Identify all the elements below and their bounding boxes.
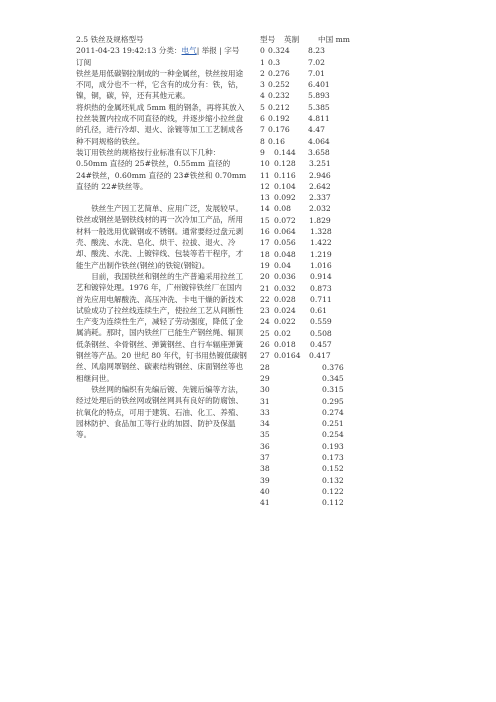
- mm-value: 4.064: [308, 136, 330, 146]
- article-body-part-1: [76, 68, 248, 192]
- gauge-number: 3: [260, 80, 265, 90]
- category-link[interactable]: 电气: [181, 46, 197, 56]
- imperial-value: 0.022: [274, 317, 296, 327]
- table-row: [256, 57, 366, 68]
- table-row: [256, 316, 366, 327]
- gauge-number: 34: [260, 419, 270, 429]
- mm-value: 0.132: [322, 475, 344, 485]
- gauge-number: 41: [260, 498, 270, 508]
- mm-value: 0.457: [310, 340, 332, 350]
- mm-value: 6.401: [308, 80, 330, 90]
- gauge-number: 25: [260, 328, 270, 338]
- imperial-value: 0.072: [274, 215, 296, 225]
- imperial-value: 0.16: [268, 136, 285, 146]
- gauge-table: [256, 34, 366, 508]
- table-row: [256, 486, 366, 497]
- mm-value: 2.642: [309, 181, 331, 191]
- mm-value: 0.152: [322, 464, 344, 474]
- category-prefix: 分类：: [158, 46, 182, 56]
- gauge-number: 0: [260, 46, 265, 56]
- table-row: [256, 237, 366, 248]
- mm-value: 2.337: [309, 193, 331, 203]
- gauge-number: 10: [260, 159, 270, 169]
- table-row: [256, 102, 366, 113]
- table-row: [256, 373, 366, 384]
- table-row: [256, 113, 366, 124]
- gauge-table-rows: [256, 45, 366, 508]
- table-row: [256, 429, 366, 440]
- mm-value: 0.61: [310, 306, 327, 316]
- imperial-value: 0.028: [274, 294, 296, 304]
- article-body-part-2: [76, 203, 248, 440]
- mm-value: 0.173: [322, 452, 344, 462]
- table-row: [256, 124, 366, 135]
- gauge-number: 26: [260, 340, 270, 350]
- table-row: [256, 90, 366, 101]
- gauge-number: 12: [260, 181, 270, 191]
- mm-value: 2.946: [309, 170, 331, 180]
- table-row: [256, 339, 366, 350]
- gauge-number: 23: [260, 306, 270, 316]
- mm-value: 0.508: [310, 328, 332, 338]
- mm-value: 1.016: [310, 260, 332, 270]
- gauge-number: 11: [260, 170, 270, 180]
- article-paragraph: 铁丝网的编织有先编后镀、先镀后编等方法，经过处理后的铁丝网或钢丝网具有良好的防腐蚀、抗氧化的特点，可用于建筑、石油、化工、养殖、园林防护、食品加工等行业的加固、防护及保温等。: [76, 384, 244, 440]
- gauge-number: 7: [260, 125, 265, 135]
- mm-value: 0.345: [322, 373, 344, 383]
- gauge-number: 22: [260, 294, 270, 304]
- table-row: [256, 407, 366, 418]
- imperial-value: 0.276: [268, 68, 290, 78]
- paragraph-gap: [76, 192, 248, 203]
- table-row: [256, 45, 366, 56]
- imperial-value: 0.024: [274, 306, 296, 316]
- mm-value: 1.422: [310, 238, 332, 248]
- article-meta: [76, 45, 248, 68]
- gauge-number: 13: [260, 193, 270, 203]
- mm-value: 7.02: [308, 57, 325, 67]
- gauge-number: 1: [260, 57, 265, 67]
- table-row: [256, 215, 366, 226]
- gauge-number: 6: [260, 114, 265, 124]
- imperial-value: 0.212: [268, 102, 290, 112]
- gauge-number: 40: [260, 486, 270, 496]
- gauge-number: 17: [260, 238, 270, 248]
- imperial-value: 0.036: [274, 272, 296, 282]
- mm-value: 4.47: [308, 125, 325, 135]
- table-row: [256, 147, 366, 158]
- mm-value: 0.559: [310, 317, 332, 327]
- mm-value: 0.376: [322, 362, 344, 372]
- header-gauge: 型号: [260, 35, 276, 44]
- gauge-number: 5: [260, 102, 265, 112]
- gauge-number: 30: [260, 385, 270, 395]
- table-row: [256, 203, 366, 214]
- table-row: [256, 158, 366, 169]
- imperial-value: 0.02: [274, 328, 291, 338]
- mm-value: 0.711: [310, 294, 332, 304]
- article-paragraph: 装订用铁丝的规格按行业标准有以下几种：0.50mm 直径的 25#铁丝，0.55mm 直径的 24#铁丝，0.60mm 直径的 23#铁丝和 0.70mm 直径的 22#铁丝等。: [76, 147, 247, 191]
- gauge-table-header: [256, 34, 366, 45]
- post-date: 2011-04-23 19:42:13: [76, 46, 157, 56]
- imperial-value: 0.048: [274, 249, 296, 259]
- imperial-value: 0.192: [268, 114, 290, 124]
- gauge-number: 9: [260, 147, 265, 157]
- table-row: [256, 283, 366, 294]
- table-row: [256, 497, 366, 508]
- mm-value: 7.01: [308, 68, 325, 78]
- mm-value: 0.873: [310, 283, 332, 293]
- gauge-number: 16: [260, 227, 270, 237]
- mm-value: 0.274: [322, 407, 344, 417]
- gauge-number: 36: [260, 441, 270, 451]
- mm-value: 5.385: [308, 102, 330, 112]
- table-row: [256, 350, 366, 361]
- imperial-value: 0.032: [274, 283, 296, 293]
- mm-value: 0.295: [322, 396, 344, 406]
- mm-value: 5.893: [308, 91, 330, 101]
- imperial-value: 0.3: [268, 57, 281, 67]
- mm-value: 0.122: [322, 486, 344, 496]
- table-row: [256, 294, 366, 305]
- mm-value: 0.193: [322, 441, 344, 451]
- mm-value: 0.112: [322, 498, 344, 508]
- table-row: [256, 271, 366, 282]
- table-row: [256, 226, 366, 237]
- mm-value: 1.328: [310, 227, 332, 237]
- imperial-value: 0.144: [274, 147, 296, 157]
- gauge-number: 18: [260, 249, 270, 259]
- gauge-number: 2: [260, 68, 265, 78]
- article-paragraph: 铁丝是用低碳钢拉制成的一种金属丝，铁丝按用途不同，成分也不一样，它含有的成分有：铁，钴，镍，铜，碳，锌，还有其他元素。: [76, 68, 244, 101]
- article-title: 2.5 铁丝及规格型号: [76, 35, 144, 44]
- imperial-value: 0.116: [274, 170, 296, 180]
- gauge-number: 19: [260, 260, 270, 270]
- mm-value: 0.315: [322, 385, 344, 395]
- table-row: [256, 441, 366, 452]
- table-row: [256, 396, 366, 407]
- mm-value: 0.254: [322, 430, 344, 440]
- article-paragraph: 铁丝生产因工艺简单、应用广泛，发展较早。铁丝或钢丝是钢铁线材的再一次冷加工产品，所用材料一般选用优碳钢或不锈钢。通常要经过盘元剥壳、酸洗、水洗、皂化、烘干、拉拔、退火、冷却、酸洗、水洗、上镀锌线、包装等若干程序，才能生产出制作铁丝(钢丝)的铁锭(钢锭)。: [76, 204, 244, 270]
- table-row: [256, 68, 366, 79]
- mm-value: 0.251: [322, 419, 344, 429]
- table-row: [256, 79, 366, 90]
- table-row: [256, 305, 366, 316]
- gauge-number: 24: [260, 317, 270, 327]
- gauge-number: 15: [260, 215, 270, 225]
- table-row: [256, 328, 366, 339]
- table-row: [256, 170, 366, 181]
- imperial-value: 0.04: [274, 260, 291, 270]
- mm-value: 2.032: [309, 204, 331, 214]
- gauge-number: 20: [260, 272, 270, 282]
- gauge-number: 27: [260, 351, 270, 361]
- table-row: [256, 192, 366, 203]
- gauge-number: 35: [260, 430, 270, 440]
- table-row: [256, 249, 366, 260]
- table-row: [256, 362, 366, 373]
- mm-value: 4.811: [308, 114, 330, 124]
- article-paragraph: 目前，我国铁丝和钢丝的生产普遍采用拉丝工艺和镀锌处理。1976 年，广州镀锌铁丝厂在国内首先应用电解酸洗、高压冲洗、卡电干燥的新技术试验成功了拉丝线连续生产，使拉丝工艺从间断性生产变为连续性生产，减轻了劳动强度，降低了金属消耗。那时，国内铁丝厂已能生产钢丝绳、辐顶低条钢丝、伞骨钢丝、弹簧钢丝、自行车辐座弹簧钢丝等产品。20 世纪 80 年代，钉书用热镀低碳钢丝、风扇网罩钢丝、碳素结构钢丝、床面钢丝等也相继问世。: [76, 271, 247, 383]
- imperial-value: 0.056: [274, 238, 296, 248]
- gauge-number: 38: [260, 464, 270, 474]
- mm-value: 0.914: [310, 272, 332, 282]
- table-row: [256, 181, 366, 192]
- imperial-value: 0.104: [274, 181, 296, 191]
- gauge-number: 39: [260, 475, 270, 485]
- imperial-value: 0.0164: [274, 351, 301, 361]
- imperial-value: 0.08: [274, 204, 291, 214]
- table-row: [256, 260, 366, 271]
- imperial-value: 0.018: [274, 340, 296, 350]
- header-imperial: 英制: [284, 35, 300, 44]
- imperial-value: 0.252: [268, 80, 290, 90]
- gauge-number: 8: [260, 136, 265, 146]
- mm-value: 1.219: [310, 249, 332, 259]
- gauge-number: 4: [260, 91, 265, 101]
- gauge-number: 33: [260, 407, 270, 417]
- mm-value: 1.829: [309, 215, 331, 225]
- meta-actions: | 举报 | 字号 订阅: [76, 46, 240, 67]
- imperial-value: 0.128: [274, 159, 296, 169]
- gauge-number: 21: [260, 283, 270, 293]
- mm-value: 0.417: [309, 351, 331, 361]
- gauge-number: 37: [260, 452, 270, 462]
- mm-value: 3.658: [308, 147, 330, 157]
- mm-value: 3.251: [309, 159, 331, 169]
- gauge-number: 28: [260, 362, 270, 372]
- article-paragraph: 将炽热的金属坯轧成 5mm 粗的钢条，再将其放入拉丝装置内拉成不同直径的线，并逐步缩小拉丝盘的孔径，进行冷却、退火、涂镀等加工工艺制成各种不同规格的铁丝。: [76, 102, 245, 146]
- table-row: [256, 463, 366, 474]
- mm-value: 8.23: [308, 46, 325, 56]
- table-row: [256, 475, 366, 486]
- imperial-value: 0.176: [268, 125, 290, 135]
- gauge-number: 14: [260, 204, 270, 214]
- gauge-number: 31: [260, 396, 270, 406]
- imperial-value: 0.324: [268, 46, 290, 56]
- table-row: [256, 136, 366, 147]
- imperial-value: 0.232: [268, 91, 290, 101]
- imperial-value: 0.064: [274, 227, 296, 237]
- header-mm: 中国 mm: [318, 35, 351, 44]
- table-row: [256, 418, 366, 429]
- article-column: [76, 34, 248, 440]
- imperial-value: 0.092: [274, 193, 296, 203]
- gauge-number: 29: [260, 373, 270, 383]
- table-row: [256, 452, 366, 463]
- table-row: [256, 384, 366, 395]
